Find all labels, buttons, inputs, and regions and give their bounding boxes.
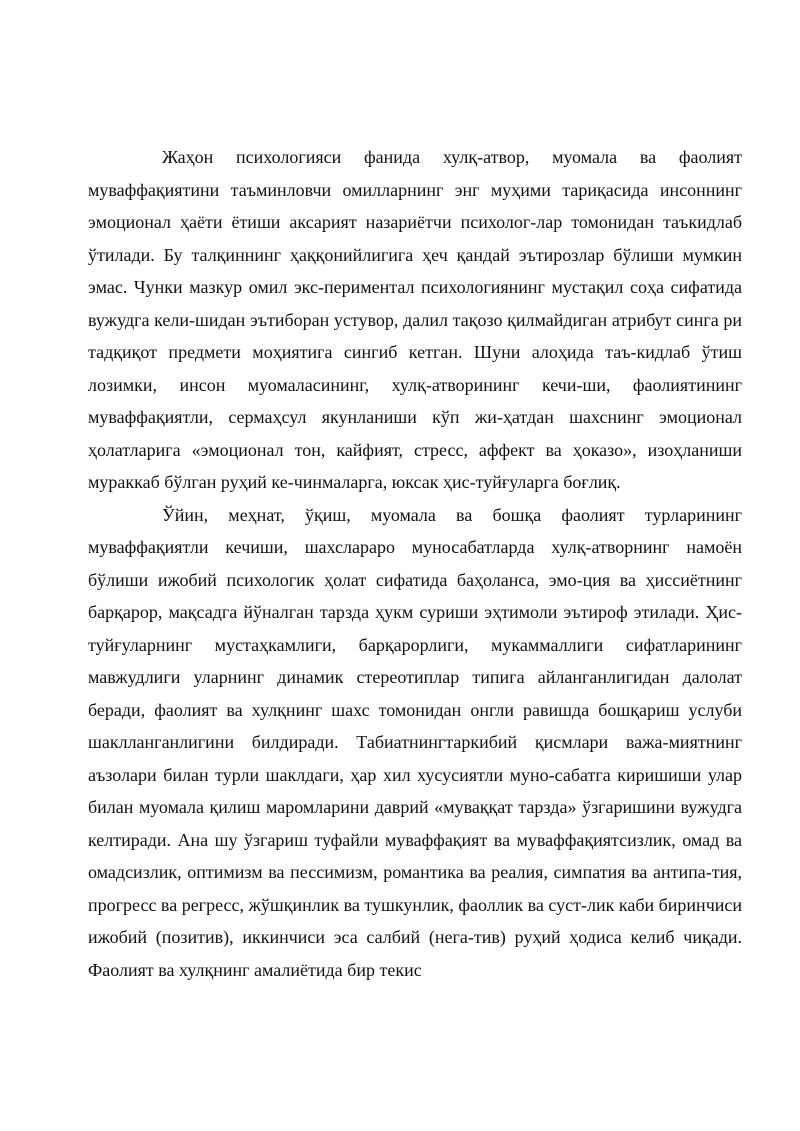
paragraph-1: Жаҳон психологияси фанида хулқ-атвор, муомала ва фаолият муваффақиятини таъминловчи омилларнинг энг муҳими тариқасида инсоннинг эмоционал ҳаёти ётиши аксарият назариётчи психолог-лар томонидан таъкидлаб ўтилади. Бу талқиннинг ҳаққонийлигига ҳеч қандай эътирозлар бўлиши мумкин эмас. Чунки мазкур омил экс-периментал психологиянинг мустақил соҳа сифатида вужудга кели-шидан эътиборан устувор, далил тақозо қилмайдиган атрибут синга ри тадқиқот предмети моҳиятига сингиб кетган. Шуни алоҳида таъ-кидлаб ўтиш лозимки, инсон муомаласининг, хулқ-атворининг кечи-ши, фаолиятининг муваффақиятли, сермаҳсул якунланиши кўп жи-ҳатдан шахснинг эмоционал ҳолатларига «эмоционал тон, кайфият, стресс, аффект ва ҳоказо», изоҳланиши мураккаб бўлган руҳий ке-чинмаларга, юксак ҳис-туйғуларга боғлиқ. (88, 147, 742, 492)
body-text (88, 141, 742, 986)
paragraph-2: Ўйин, меҳнат, ўқиш, муомала ва бошқа фаолият турларининг муваффақиятли кечиши, шахслараро муносабатларда хулқ-атворнинг намоён бўлиши ижобий психологик ҳолат сифатида баҳоланса, эмо-ция ва ҳиссиётнинг барқарор, мақсадга йўналган тарзда ҳукм суриши эҳтимоли эътироф этилади. Ҳис-туйғуларнинг мустаҳкамлиги, барқарорлиги, мукаммаллиги сифатларининг мавжудлиги уларнинг динамик стереотиплар типига айланганлигидан далолат беради, фаолият ва хулқнинг шахс томонидан онгли равишда бошқариш услуби шаклланганлигини билдиради. Табиатнингтаркибий қисмлари важа-миятнинг аъзолари билан турли шаклдаги, ҳар хил хусусиятли муно-сабатга киришиши улар билан муомала қилиш маромларини даврий «муваққат тарзда» ўзгаришини вужудга келтиради. Ана шу ўзгариш туфайли муваффақият ва муваффақиятсизлик, омад ва омадсизлик, оптимизм ва пессимизм, романтика ва реалия, симпатия ва антипа-тия, прогресс ва регресс, жўшқинлик ва тушкунлик, фаоллик ва суст-лик каби биринчиси ижобий (позитив), иккинчиси эса салбий (нега-тив) руҳий ҳодиса келиб чиқади. Фаолият ва хулқнинг амалиётида бир текис (88, 504, 742, 980)
